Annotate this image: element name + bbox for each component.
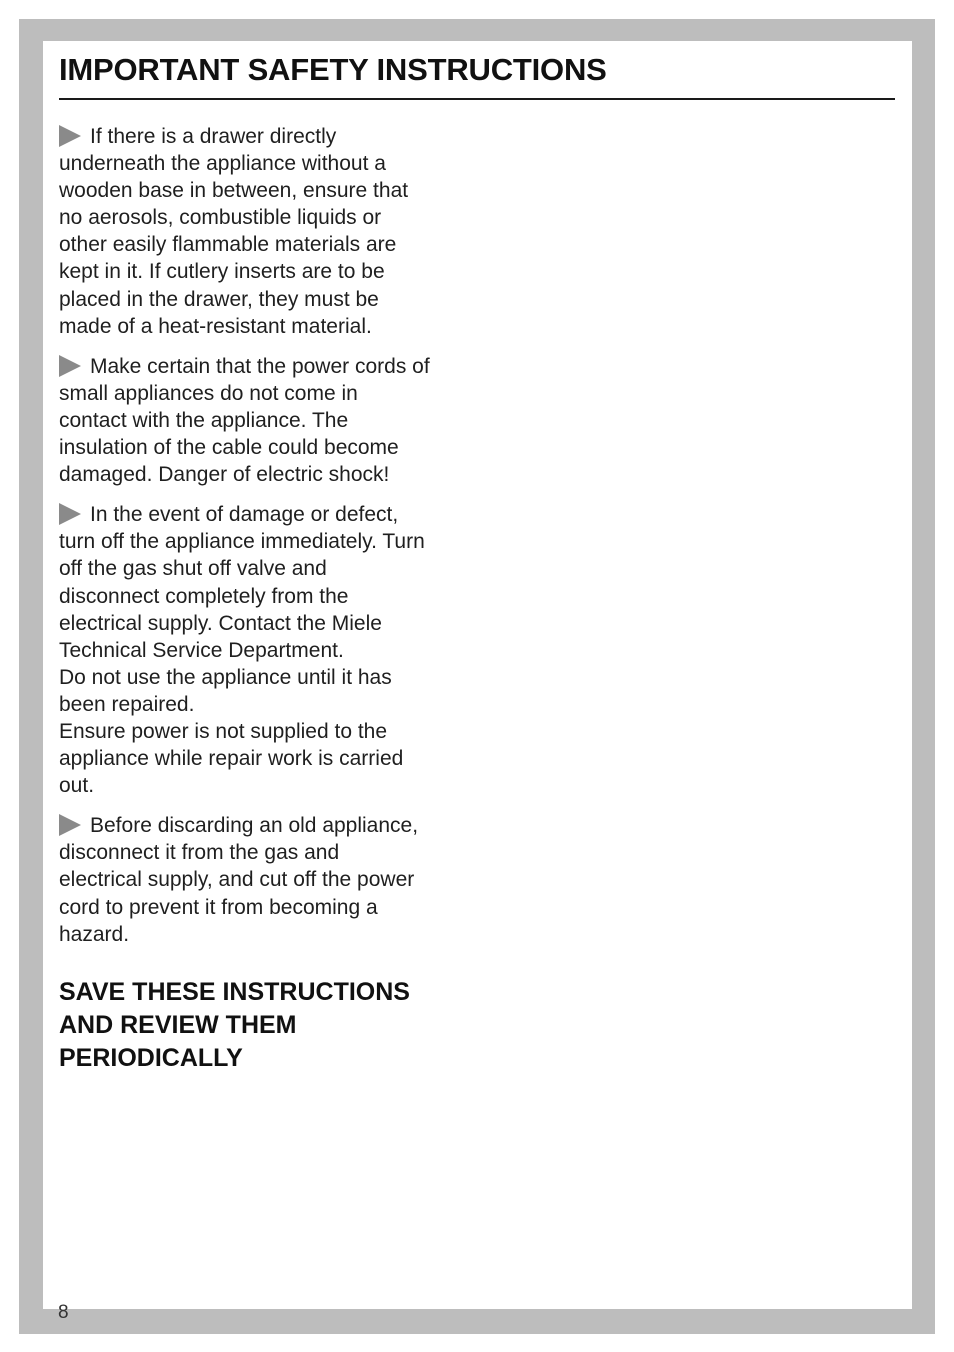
instruction-power-cords	[59, 353, 469, 488]
instruction-line: small appliances do not come in	[59, 381, 358, 405]
instruction-line: contact with the appliance. The	[59, 408, 349, 432]
instruction-line: electrical supply. Contact the Miele	[59, 611, 382, 635]
instruction-line: been repaired.	[59, 692, 195, 716]
instruction-line: cord to prevent it from becoming a	[59, 895, 378, 919]
instructions-list	[59, 123, 469, 1075]
instruction-line: In the event of damage or defect,	[59, 501, 469, 528]
triangle-bullet-icon	[59, 503, 81, 525]
instruction-line: made of a heat-resistant material.	[59, 314, 372, 338]
instruction-line: turn off the appliance immediately. Turn	[59, 530, 425, 554]
instruction-damage-defect	[59, 501, 469, 799]
closing-line: SAVE THESE INSTRUCTIONS	[59, 977, 410, 1006]
triangle-bullet-icon	[59, 355, 81, 377]
instruction-line: out.	[59, 774, 95, 798]
title-divider	[59, 98, 895, 100]
instruction-line: electrical supply, and cut off the power	[59, 868, 415, 892]
instruction-line: appliance while repair work is carried	[59, 747, 404, 771]
closing-heading	[59, 976, 469, 1075]
instruction-line: hazard.	[59, 922, 130, 946]
closing-line: PERIODICALLY	[59, 1043, 243, 1072]
triangle-bullet-icon	[59, 125, 81, 147]
page-title: IMPORTANT SAFETY INSTRUCTIONS	[59, 52, 607, 87]
page-number: 8	[58, 1302, 69, 1323]
instruction-line: kept in it. If cutlery inserts are to be	[59, 260, 385, 284]
instruction-line: If there is a drawer directly	[59, 123, 469, 150]
instruction-drawer	[59, 123, 469, 340]
instruction-line: wooden base in between, ensure that	[59, 179, 409, 203]
instruction-discarding	[59, 812, 469, 947]
instruction-line: off the gas shut off valve and	[59, 557, 327, 581]
instruction-line: disconnect it from the gas and	[59, 841, 340, 865]
instruction-line: Make certain that the power cords of	[59, 353, 469, 380]
instruction-line: no aerosols, combustible liquids or	[59, 206, 382, 230]
instruction-line: Before discarding an old appliance,	[59, 812, 469, 839]
closing-line: AND REVIEW THEM	[59, 1010, 297, 1039]
instruction-line: disconnect completely from the	[59, 584, 349, 608]
instruction-line: insulation of the cable could become	[59, 436, 399, 460]
instruction-line: damaged. Danger of electric shock!	[59, 463, 390, 487]
instruction-line: Technical Service Department.	[59, 638, 344, 662]
instruction-line: Do not use the appliance until it has	[59, 665, 392, 689]
instruction-line: other easily flammable materials are	[59, 233, 397, 257]
instruction-line: underneath the appliance without a	[59, 152, 386, 176]
triangle-bullet-icon	[59, 814, 81, 836]
instruction-line: placed in the drawer, they must be	[59, 287, 379, 311]
instruction-line: Ensure power is not supplied to the	[59, 719, 388, 743]
